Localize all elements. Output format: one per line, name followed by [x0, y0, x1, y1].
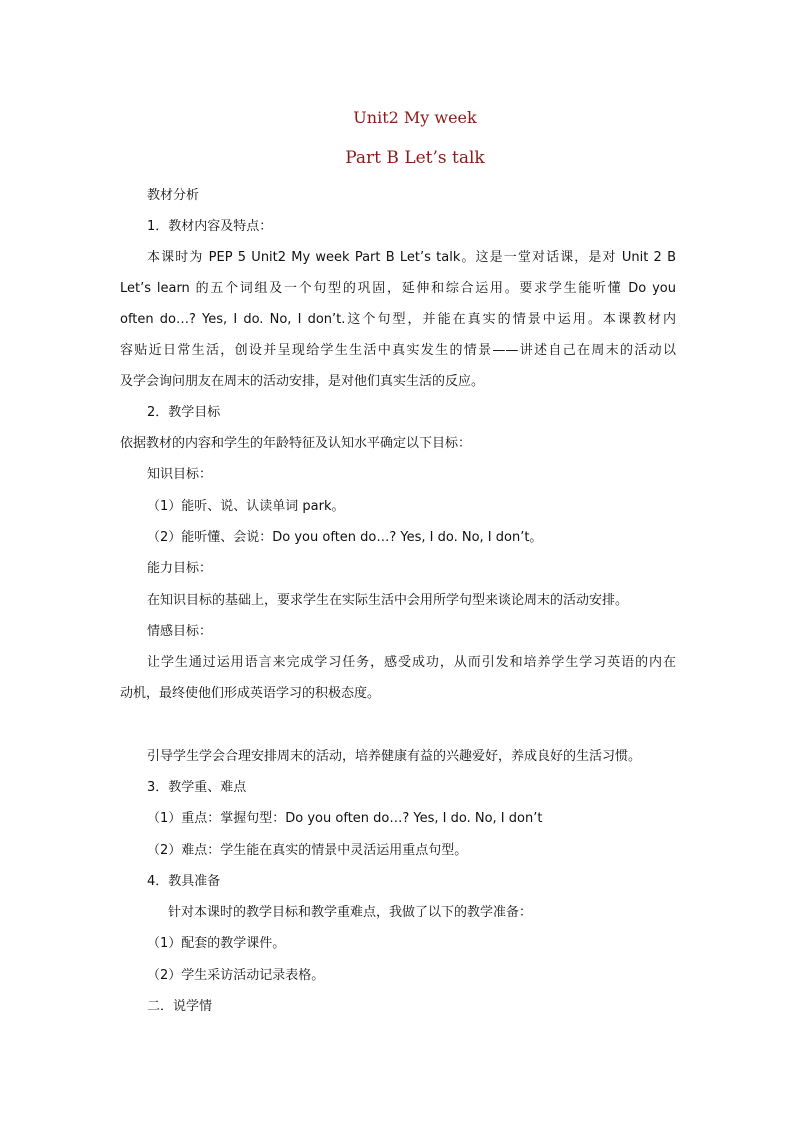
paragraph-line: 容贴近日常生活，创设并呈现给学生生活中真实发生的情景——讲述自己在周末的活动以	[120, 343, 676, 358]
paragraph-line: 引导学生学会合理安排周末的活动，培养健康有益的兴趣爱好，养成良好的生活习惯。	[147, 749, 642, 764]
list-item: （1）配套的教学课件。	[147, 936, 286, 951]
document-subtitle: Part B Let’s talk	[345, 148, 485, 168]
label-emotion-goals: 情感目标：	[147, 624, 213, 639]
section-heading-textbook-analysis: 教材分析	[147, 188, 200, 203]
subheading-materials: 4．教具准备	[147, 874, 221, 889]
paragraph-line: 在知识目标的基础上，要求学生在实际生活中会用所学句型来谈论周末的活动安排。	[147, 593, 629, 608]
paragraph-line: 让学生通过运用语言来完成学习任务，感受成功，从而引发和培养学生学习英语的内在	[147, 655, 676, 670]
section-heading-students: 二．说学情	[147, 999, 213, 1014]
paragraph-line: 动机，最终使他们形成英语学习的积极态度。	[120, 686, 381, 701]
paragraph-line: 针对本课时的教学目标和教学重难点，我做了以下的教学准备：	[168, 905, 533, 920]
paragraph-line: 依据教材的内容和学生的年龄特征及认知水平确定以下目标：	[120, 436, 472, 451]
paragraph-line: often do…? Yes, I do. No, I don’t.这个句型，并能在真实的情景中运用。本课教材内	[120, 312, 676, 327]
list-item: （2）学生采访活动记录表格。	[147, 968, 325, 983]
paragraph-line: 本课时为 PEP 5 Unit2 My week Part B Let’s talk。这是一堂对话课，是对 Unit 2 B	[147, 250, 676, 265]
list-item: （2）能听懂、会说：Do you often do…? Yes, I do. No, I don’t。	[147, 530, 543, 545]
subheading-goals: 2．教学目标	[147, 405, 221, 420]
list-item: （2）难点：学生能在真实的情景中灵活运用重点句型。	[147, 843, 468, 858]
label-knowledge-goals: 知识目标：	[147, 467, 213, 482]
list-item: （1）能听、说、认读单词 park。	[147, 499, 345, 514]
document-title: Unit2 My week	[353, 108, 477, 127]
paragraph-line: 及学会询问朋友在周末的活动安排，是对他们真实生活的反应。	[120, 374, 485, 389]
subheading-key-points: 3．教学重、难点	[147, 780, 247, 795]
paragraph-line: Let’s learn 的五个词组及一个句型的巩固，延伸和综合运用。要求学生能听懂 Do you	[120, 281, 676, 296]
label-ability-goals: 能力目标：	[147, 561, 213, 576]
subheading-content: 1．教材内容及特点：	[147, 219, 273, 234]
list-item: （1）重点：掌握句型：Do you often do…? Yes, I do. No, I don’t	[147, 811, 543, 826]
